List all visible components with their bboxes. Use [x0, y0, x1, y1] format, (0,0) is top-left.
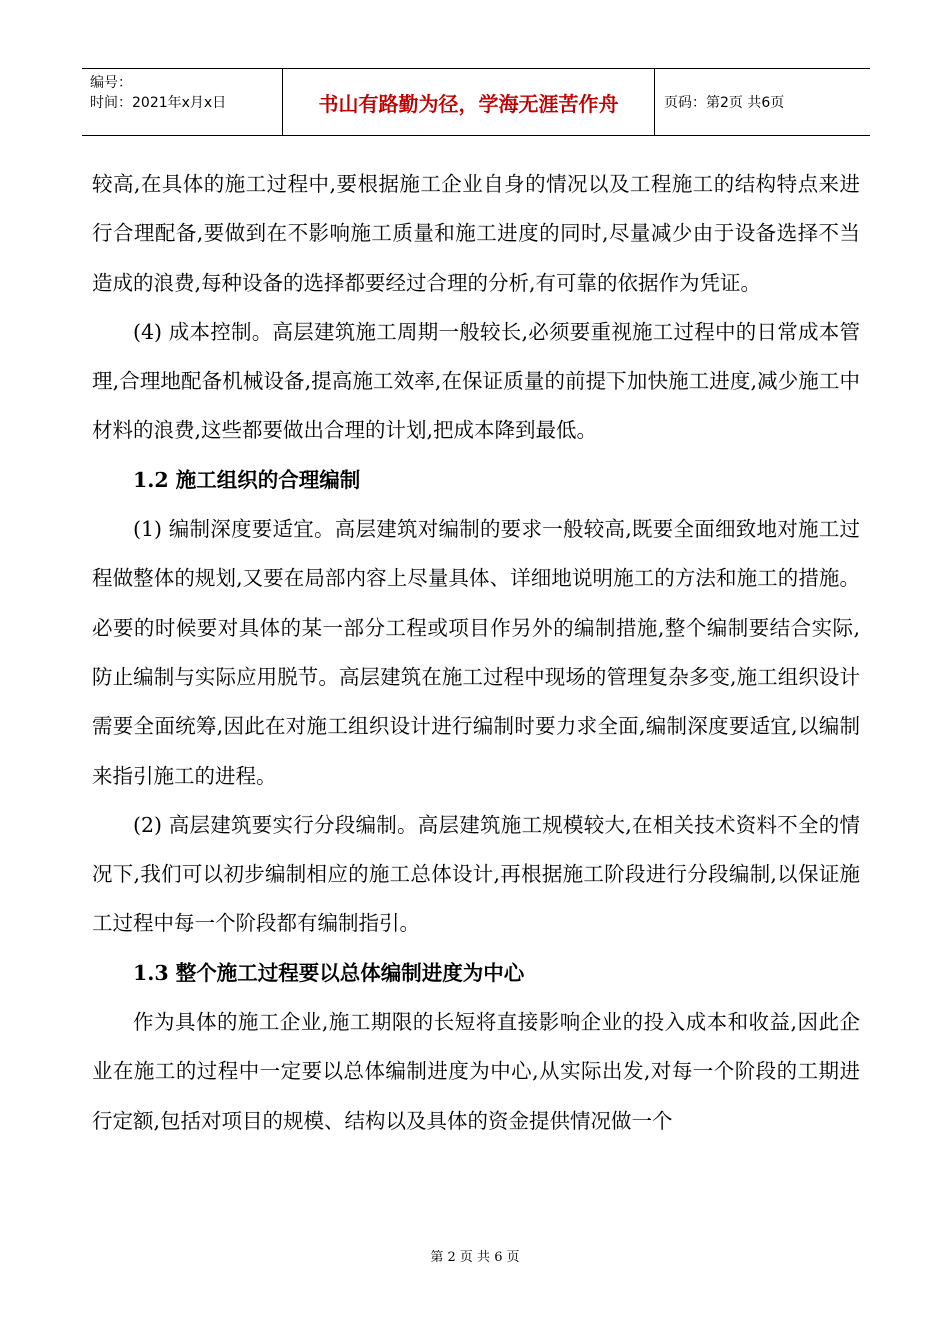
header-motto: 书山有路勤为径，学海无涯苦作舟 [283, 69, 655, 135]
paragraph: (2) 高层建筑要实行分段编制。高层建筑施工规模较大,在相关技术资料不全的情况下,我们可以初步编制相应的施工总体设计,再根据施工阶段进行分段编制,以保证施工过程中每一个阶段都有编制指引。 [92, 812, 860, 936]
page-header [82, 68, 870, 136]
header-meta [82, 69, 283, 135]
document-body [92, 160, 860, 1146]
code-label: 编号： [90, 75, 132, 91]
paragraph: 较高,在具体的施工过程中,要根据施工企业自身的情况以及工程施工的结构特点来进行合理配备,要做到在不影响施工质量和施工进度的同时,尽量减少由于设备选择不当造成的浪费,每种设备的选择都要经过合理的分析,有可靠的依据作为凭证。 [92, 172, 860, 295]
section-heading: 1.3 整个施工过程要以总体编制进度为中心 [133, 960, 525, 985]
paragraph: (4) 成本控制。高层建筑施工周期一般较长,必须要重视施工过程中的日常成本管理,合理地配备机械设备,提高施工效率,在保证质量的前提下加快施工进度,减少施工中材料的浪费,这些都要做出合理的计划,把成本降到最低。 [92, 319, 860, 443]
paragraph: 作为具体的施工企业,施工期限的长短将直接影响企业的投入成本和收益,因此企业在施工的过程中一定要以总体编制进度为中心,从实际出发,对每一个阶段的工期进行定额,包括对项目的规模、结构以及具体的资金提供情况做一个 [92, 1010, 860, 1133]
header-page-info: 页码：第2页 共6页 [664, 95, 785, 111]
time-label: 时间：2021年x月x日 [90, 95, 227, 111]
page-footer: 第 2 页 共 6 页 [430, 1250, 520, 1265]
section-heading: 1.2 施工组织的合理编制 [133, 467, 361, 492]
paragraph: (1) 编制深度要适宜。高层建筑对编制的要求一般较高,既要全面细致地对施工过程做整体的规划,又要在局部内容上尽量具体、详细地说明施工的方法和施工的措施。必要的时候要对具体的某一部分工程或项目作另外的编制措施,整个编制要结合实际,防止编制与实际应用脱节。高层建筑在施工过程中现场的管理复杂多变,施工组织设计需要全面统筹,因此在对施工组织设计进行编制时要力求全面,编制深度要适宜,以编制来指引施工的进程。 [92, 517, 860, 788]
